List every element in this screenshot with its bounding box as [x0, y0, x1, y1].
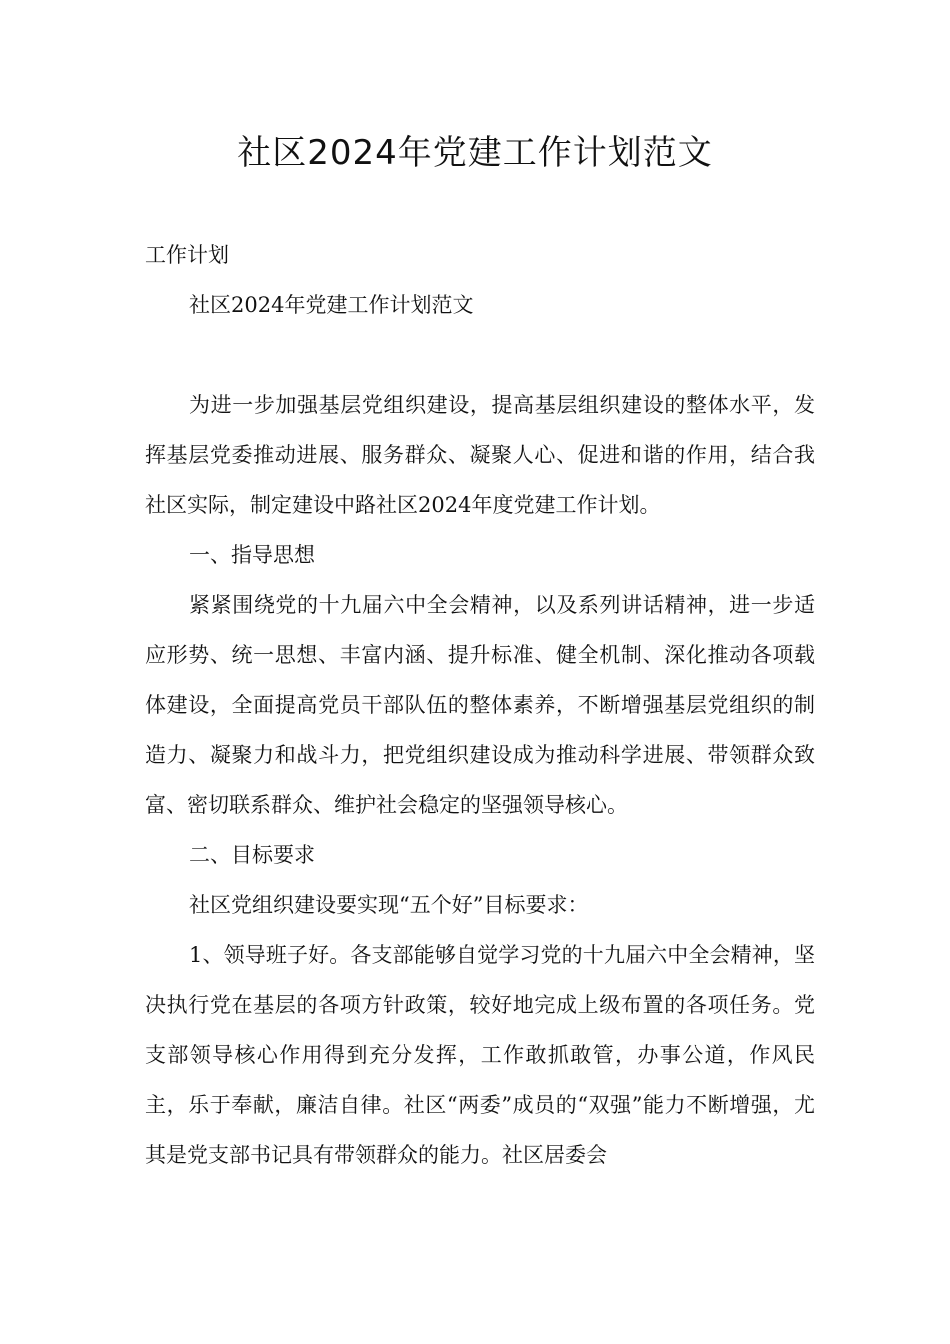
paragraph-guiding-ideology: 紧紧围绕党的十九届六中全会精神，以及系列讲话精神，进一步适应形势、统一思想、丰富内涵、提升标准、健全机制、深化推动各项载体建设，全面提高党员干部队伍的整体素养，不断增强基层党组织的制造力、凝聚力和战斗力，把党组织建设成为推动科学进展、带领群众致富、密切联系群众、维护社会稳定的坚强领导核心。 — [145, 593, 815, 817]
paragraph-intro: 为进一步加强基层党组织建设，提高基层组织建设的整体水平，发挥基层党委推动进展、服务群众、凝聚人心、促进和谐的作用，结合我社区实际，制定建设中路社区2024年度党建工作计划。 — [145, 393, 815, 517]
section-heading-goals: 二、目标要求 — [189, 843, 315, 867]
paragraph-leadership: 1、领导班子好。各支部能够自觉学习党的十九届六中全会精神，坚决执行党在基层的各项方针政策，较好地完成上级布置的各项任务。党支部领导核心作用得到充分发挥，工作敢抓敢管，办事公道，作风民主，乐于奉献，廉洁自律。社区“两委”成员的“双强”能力不断增强，尤其是党支部书记具有带领群众的能力。社区居委会 — [145, 943, 815, 1167]
document-body — [145, 230, 815, 1180]
document-title: 社区2024年党建工作计划范文 — [237, 133, 713, 173]
section-heading-guiding-ideology: 一、指导思想 — [189, 543, 315, 567]
document-category: 工作计划 — [145, 243, 229, 267]
paragraph-goals-intro: 社区党组织建设要实现“五个好”目标要求： — [189, 893, 589, 917]
document-subtitle: 社区2024年党建工作计划范文 — [189, 293, 474, 317]
